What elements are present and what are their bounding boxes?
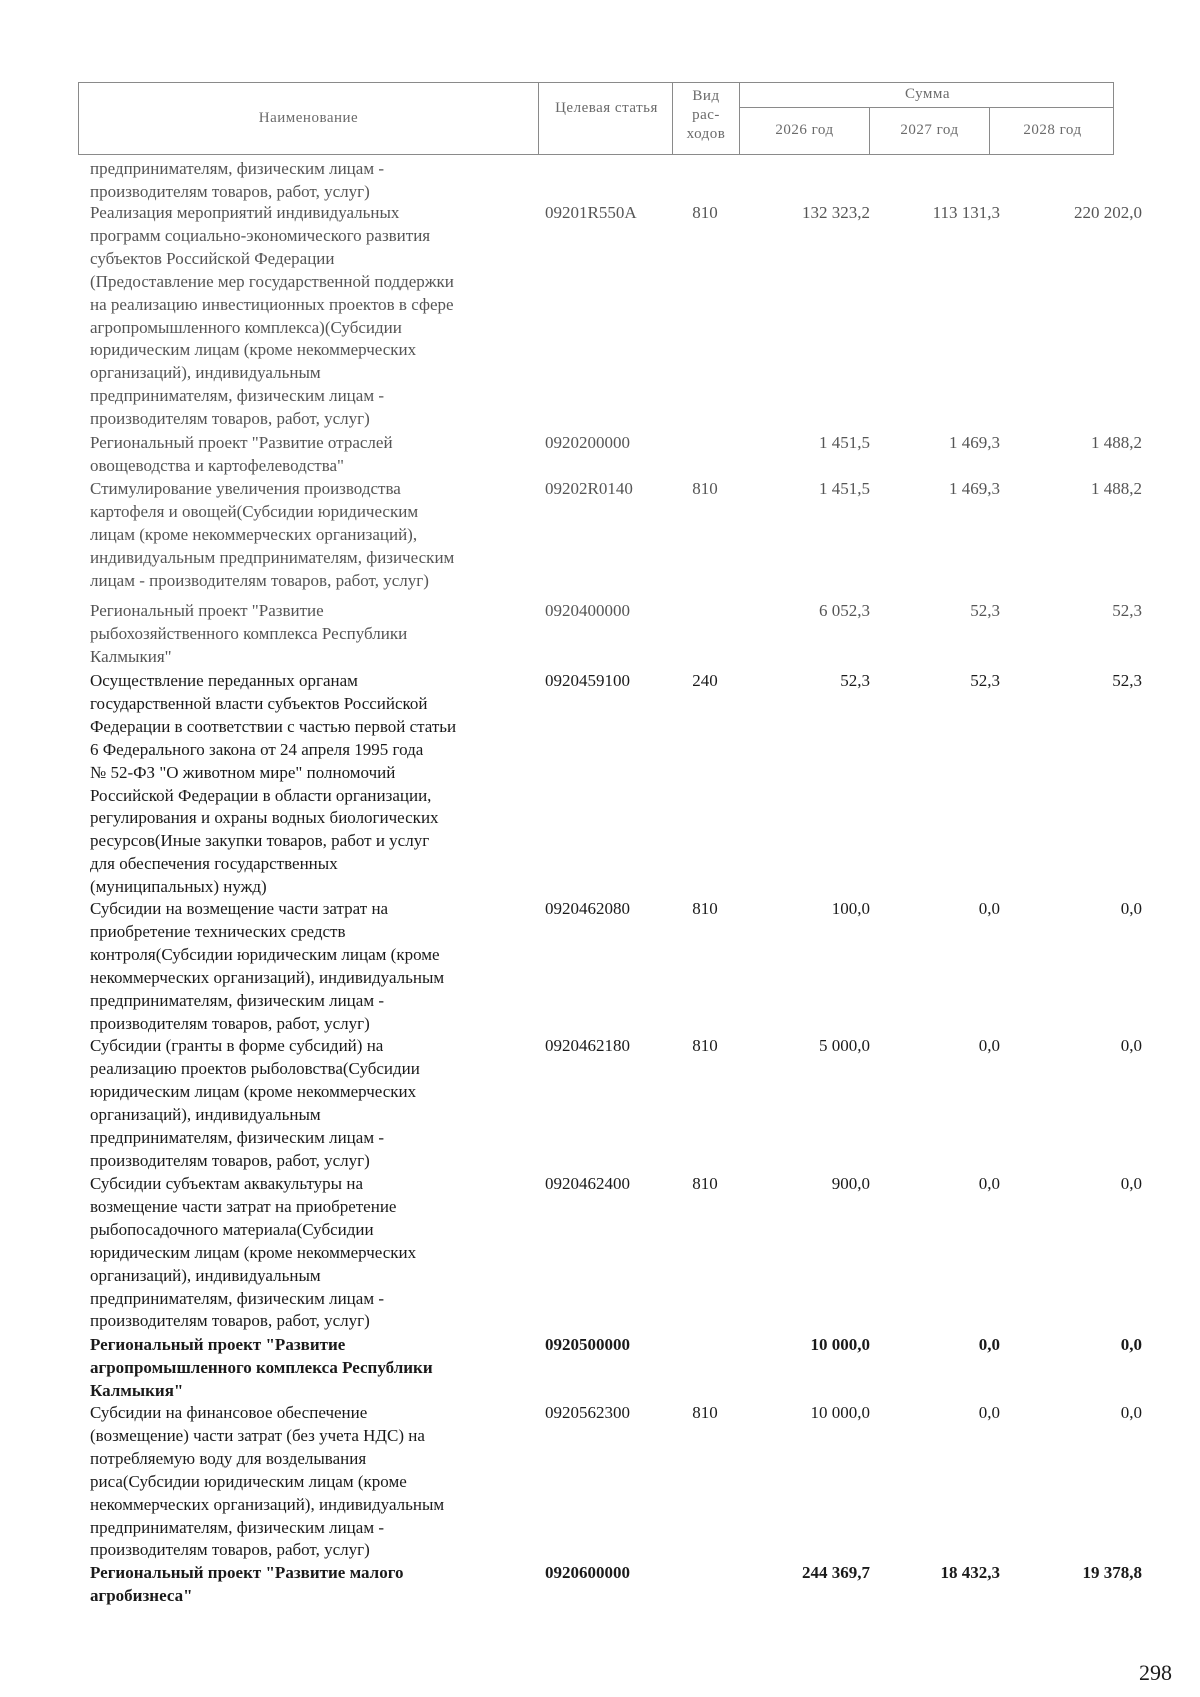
row-sum-2026: 5 000,0 — [819, 1036, 870, 1055]
row-sum-2027: 1 469,3 — [949, 433, 1000, 452]
row-sum-2026: 1 451,5 — [819, 433, 870, 452]
row-code: 0920462080 — [545, 899, 630, 918]
row-sum-2026: 132 323,2 — [802, 203, 870, 222]
row-code: 0920400000 — [545, 601, 630, 620]
row-code: 0920500000 — [545, 1335, 630, 1354]
header-year-2027: 2027 год — [900, 122, 959, 138]
row-sum-2028: 1 488,2 — [1091, 479, 1142, 498]
row-sum-2028: 1 488,2 — [1091, 433, 1142, 452]
row-name: предпринимателям, физическим лицам - производителям товаров, работ, услуг) — [90, 159, 384, 201]
row-sum-2028: 19 378,8 — [1082, 1563, 1142, 1582]
row-code: 0920462180 — [545, 1036, 630, 1055]
row-vid: 810 — [692, 1403, 718, 1422]
row-sum-2028: 0,0 — [1120, 1174, 1142, 1193]
row-sum-2026: 10 000,0 — [810, 1335, 870, 1354]
header-code: Целевая статья — [555, 100, 658, 116]
row-vid: 240 — [692, 671, 718, 690]
row-name: Субсидии на финансовое обеспечение (возмещение) части затрат (без учета НДС) на потребляемую воду для возделывания риса(Субсидии юридическим лицам (кроме некоммерческих организаций), индивидуальным предпринимателям, физическим лицам - производителям товаров, работ, услуг) — [90, 1403, 445, 1560]
header-sum: Сумма — [905, 86, 950, 102]
row-sum-2028: 52,3 — [1112, 671, 1142, 690]
row-code: 0920200000 — [545, 433, 630, 452]
row-name: Региональный проект "Развитие агропромышленного комплекса Республики Калмыкия" — [90, 1335, 433, 1400]
row-sum-2028: 0,0 — [1120, 899, 1142, 918]
row-name: Региональный проект "Развитие рыбохозяйственного комплекса Республики Калмыкия" — [90, 601, 408, 666]
row-sum-2026: 100,0 — [831, 899, 870, 918]
page-number: 298 — [1139, 1660, 1172, 1685]
row-sum-2027: 0,0 — [978, 1036, 1000, 1055]
row-code: 0920562300 — [545, 1403, 630, 1422]
row-sum-2026: 52,3 — [840, 671, 870, 690]
row-sum-2027: 0,0 — [978, 1335, 1000, 1354]
header-year-2028: 2028 год — [1023, 122, 1082, 138]
row-name: Стимулирование увеличения производства картофеля и овощей(Субсидии юридическим лицам (кроме некоммерческих организаций), индивидуальным предпринимателям, физическим лицам - производителям товаров, работ, услуг) — [90, 479, 455, 590]
row-sum-2027: 52,3 — [970, 671, 1000, 690]
row-sum-2028: 0,0 — [1120, 1403, 1142, 1422]
row-name: Субсидии (гранты в форме субсидий) на реализацию проектов рыболовства(Субсидии юридическим лицам (кроме некоммерческих организаций), индивидуальным предпринимателям, физическим лицам - производителям товаров, работ, услуг) — [90, 1036, 420, 1170]
row-vid: 810 — [692, 203, 718, 222]
row-sum-2026: 900,0 — [831, 1174, 870, 1193]
row-sum-2028: 0,0 — [1120, 1036, 1142, 1055]
row-name: Региональный проект "Развитие отраслей овощеводства и картофелеводства" — [90, 433, 393, 475]
table-header — [78, 82, 1114, 155]
row-sum-2026: 10 000,0 — [810, 1403, 870, 1422]
row-code: 0920459100 — [545, 671, 630, 690]
header-year-2026: 2026 год — [775, 122, 834, 138]
row-name: Субсидии субъектам аквакультуры на возмещение части затрат на приобретение рыбопосадочного материала(Субсидии юридическим лицам (кроме некоммерческих организаций), индивидуальным предпринимателям, физическим лицам - производителям товаров, работ, услуг) — [90, 1174, 417, 1331]
row-sum-2027: 18 432,3 — [940, 1563, 1000, 1582]
row-sum-2026: 244 369,7 — [802, 1563, 870, 1582]
row-vid: 810 — [692, 1036, 718, 1055]
row-code: 0920462400 — [545, 1174, 630, 1193]
row-sum-2026: 1 451,5 — [819, 479, 870, 498]
row-sum-2027: 52,3 — [970, 601, 1000, 620]
row-name: Региональный проект "Развитие малого агробизнеса" — [90, 1563, 404, 1605]
row-sum-2028: 52,3 — [1112, 601, 1142, 620]
row-code: 09201R550A — [545, 203, 637, 222]
header-name: Наименование — [258, 110, 359, 126]
row-vid: 810 — [692, 479, 718, 498]
row-sum-2027: 113 131,3 — [932, 203, 1000, 222]
header-vid: Вид рас-ходов — [686, 88, 726, 142]
row-sum-2028: 220 202,0 — [1074, 203, 1142, 222]
row-name: Субсидии на возмещение части затрат на приобретение технических средств контроля(Субсидии юридическим лицам (кроме некоммерческих организаций), индивидуальным предпринимателям, физическим лицам - производителям товаров, работ, услуг) — [90, 899, 445, 1033]
row-sum-2027: 0,0 — [978, 1174, 1000, 1193]
row-sum-2028: 0,0 — [1120, 1335, 1142, 1354]
row-code: 09202R0140 — [545, 479, 633, 498]
row-name: Реализация мероприятий индивидуальных программ социально-экономического развития субъектов Российской Федерации (Предоставление мер государственной поддержки на реализацию инвестиционных проектов в сфере агропромышленного комплекса)(Субсидии юридическим лицам (кроме некоммерческих организаций), индивидуальным предпринимателям, физическим лицам - производителям товаров, работ, услуг) — [90, 203, 454, 429]
row-sum-2027: 0,0 — [978, 1403, 1000, 1422]
row-vid: 810 — [692, 899, 718, 918]
row-sum-2026: 6 052,3 — [819, 601, 870, 620]
row-name: Осуществление переданных органам государственной власти субъектов Российской Федерации в соответствии с частью первой статьи 6 Федерального закона от 24 апреля 1995 года № 52-ФЗ "О животном мире" полномочий Российской Федерации в области организации, регулирования и охраны водных биологических ресурсов(Иные закупки товаров, работ и услуг для обеспечения государственных (муниципальных) нужд) — [90, 671, 457, 897]
row-sum-2027: 0,0 — [978, 899, 1000, 918]
row-vid: 810 — [692, 1174, 718, 1193]
row-sum-2027: 1 469,3 — [949, 479, 1000, 498]
row-code: 0920600000 — [545, 1563, 630, 1582]
